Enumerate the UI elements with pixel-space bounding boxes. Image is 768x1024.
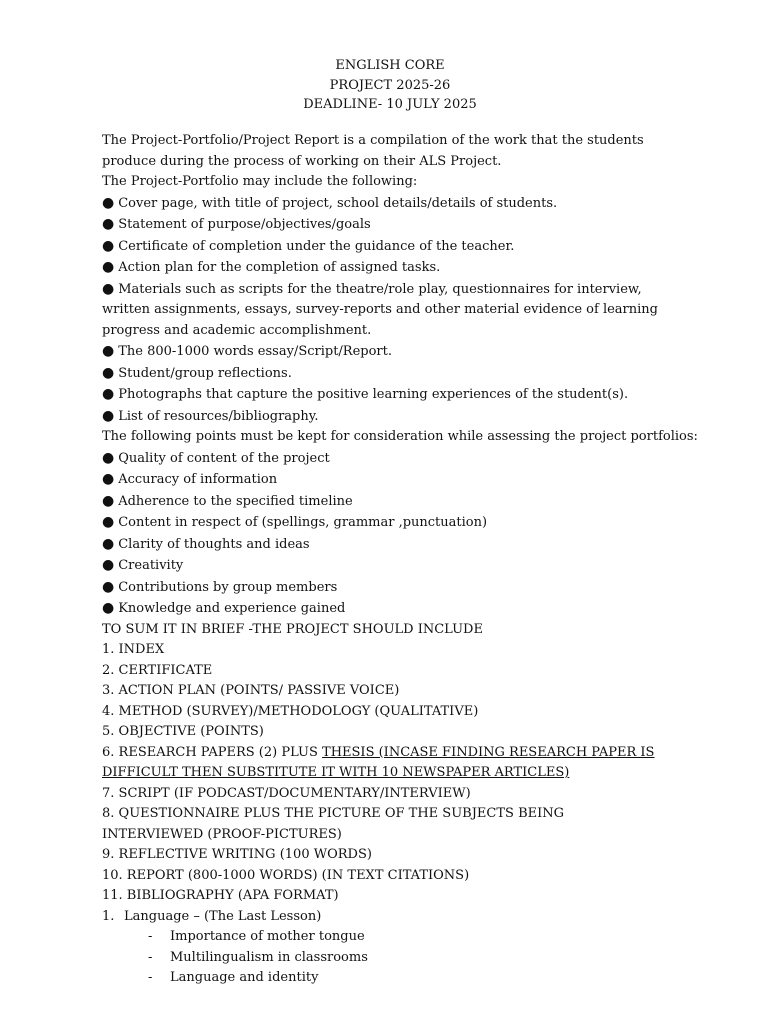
subtopic-item [102,948,692,969]
list-item: ● Action plan for the completion of assigned tasks. [102,257,692,279]
summary-item: 9. REFLECTIVE WRITING (100 WORDS) [102,847,372,862]
document-header [0,56,768,115]
summary-item: 2. CERTIFICATE [102,662,213,678]
dash-marker: - [148,970,153,985]
summary-heading: TO SUM IT IN BRIEF -THE PROJECT SHOULD INCLUDE [102,621,483,637]
summary-item-underlined-text: THESIS (INCASE FINDING RESEARCH PAPER IS DIFFICULT THEN SUBSTITUTE IT WITH 10 NEWSPAPER ARTICLES) [102,744,655,780]
list-item: ● Accuracy of information [102,469,692,491]
topic-label: Language – (The Last Lesson) [124,908,322,924]
list-item: ● Creativity [102,555,692,577]
summary-item: 7. SCRIPT (IF PODCAST/DOCUMENTARY/INTERVIEW) [102,785,471,801]
list-item: ● List of resources/bibliography. [102,406,692,428]
summary-item: 3. ACTION PLAN (POINTS/ PASSIVE VOICE) [102,683,400,698]
list-item: ● Content in respect of (spellings, grammar ,punctuation) [102,512,692,534]
topic-list [102,907,692,989]
list-item: ● Cover page, with title of project, school details/details of students. [102,193,692,215]
list-item: ● Knowledge and experience gained [102,598,692,620]
list-item: ● Student/group reflections. [102,363,692,385]
dash-marker: - [148,949,153,965]
document-body [102,131,698,989]
topic-item [102,907,692,928]
intro-portfolio-line: The Project-Portfolio may include the following: [102,174,418,189]
subtopic-label: Importance of mother tongue [170,929,365,944]
list-item: ● The 800-1000 words essay/Script/Report. [102,341,692,363]
deadline: DEADLINE- 10 JULY 2025 [303,97,477,112]
summary-item-text: 6. RESEARCH PAPERS (2) PLUS [102,744,323,760]
summary-item: 5. OBJECTIVE (POINTS) [102,724,264,739]
list-item: ● Materials such as scripts for the theatre/role play, questionnaires for interview, written assignments, essays, survey-reports and other material evidence of learning progress and academic accomplishment. [102,279,692,342]
intro-paragraph: The Project-Portfolio/Project Report is a compilation of the work that the students produce during the process of working on their ALS Project. [102,133,644,169]
subtopic-item [102,968,692,989]
summary-item: 10. REPORT (800-1000 WORDS) (IN TEXT CITATIONS) [102,867,470,883]
summary-item: 1. INDEX [102,642,165,657]
summary-item: 8. QUESTIONNAIRE PLUS THE PICTURE OF THE SUBJECTS BEING INTERVIEWED (PROOF-PICTURES) [102,806,565,842]
subtopic-item [102,927,692,948]
subtopic-label: Language and identity [170,970,319,985]
portfolio-list [102,193,692,428]
summary-item [102,743,692,784]
list-item: ● Adherence to the specified timeline [102,491,692,513]
assessment-intro: The following points must be kept for consideration while assessing the project portfolios: [102,429,698,444]
list-item: ● Statement of purpose/objectives/goals [102,214,692,236]
summary-item: 11. BIBLIOGRAPHY (APA FORMAT) [102,888,339,903]
subject-title: ENGLISH CORE [335,58,445,73]
assessment-list [102,448,692,620]
list-item: ● Clarity of thoughts and ideas [102,534,692,556]
summary-item: 4. METHOD (SURVEY)/METHODOLOGY (QUALITATIVE) [102,703,479,719]
summary-list [102,640,692,907]
list-item: ● Quality of content of the project [102,448,692,470]
list-item: ● Contributions by group members [102,577,692,599]
dash-marker: - [148,929,153,944]
list-item: ● Certificate of completion under the guidance of the teacher. [102,236,692,258]
topic-number: 1. [102,908,115,924]
project-title: PROJECT 2025-26 [329,77,451,93]
subtopic-label: Multilingualism in classrooms [170,949,368,965]
list-item: ● Photographs that capture the positive learning experiences of the student(s). [102,384,692,406]
